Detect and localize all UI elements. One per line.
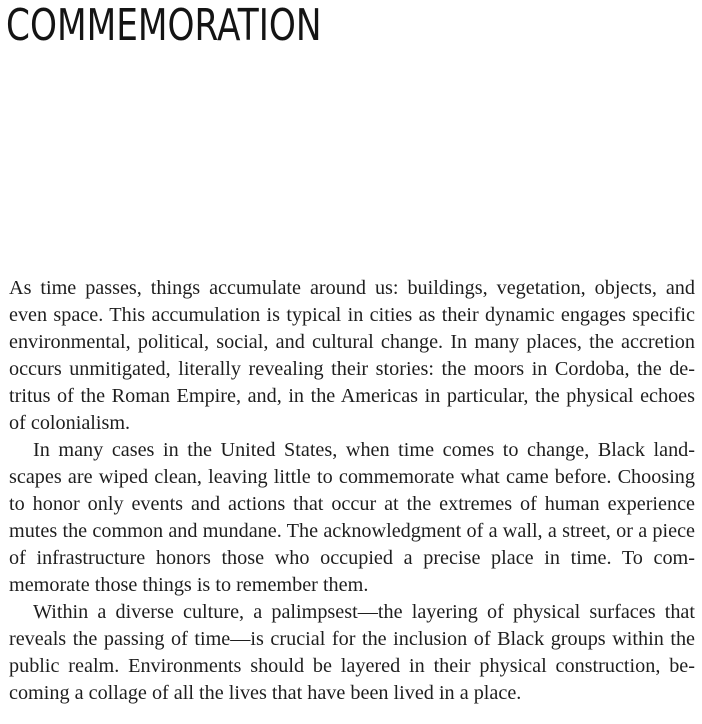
chapter-title: COMMEMORATION: [6, 0, 322, 51]
paragraph-3: Within a diverse culture, a palimpsest—the layering of physical surfaces that reveals the passing of time—is crucial for the inclusion of Black groups within the public realm. Environments should be layered in their physical construction, becoming a collage of all the lives that have been lived in a place.: [9, 601, 695, 704]
body-text: [9, 275, 695, 707]
paragraph-2: In many cases in the United States, when time comes to change, Black landscapes are wiped clean, leaving little to commemorate what came before. Choosing to honor only events and actions that occur at the extremes of human experience mutes the common and mundane. The acknowledgment of a wall, a street, or a piece of infrastructure honors those who occupied a precise place in time. To commemorate those things is to remember them.: [9, 439, 695, 596]
paragraph-1: As time passes, things accumulate around us: buildings, vegetation, objects, and even space. This accumulation is typical in cities as their dynamic engages specific environmental, political, social, and cultural change. In many places, the accretion occurs unmitigated, literally revealing their stories: the moors in Cordoba, the detritus of the Roman Empire, and, in the Americas in particular, the physical echoes of colonialism.: [9, 277, 695, 434]
